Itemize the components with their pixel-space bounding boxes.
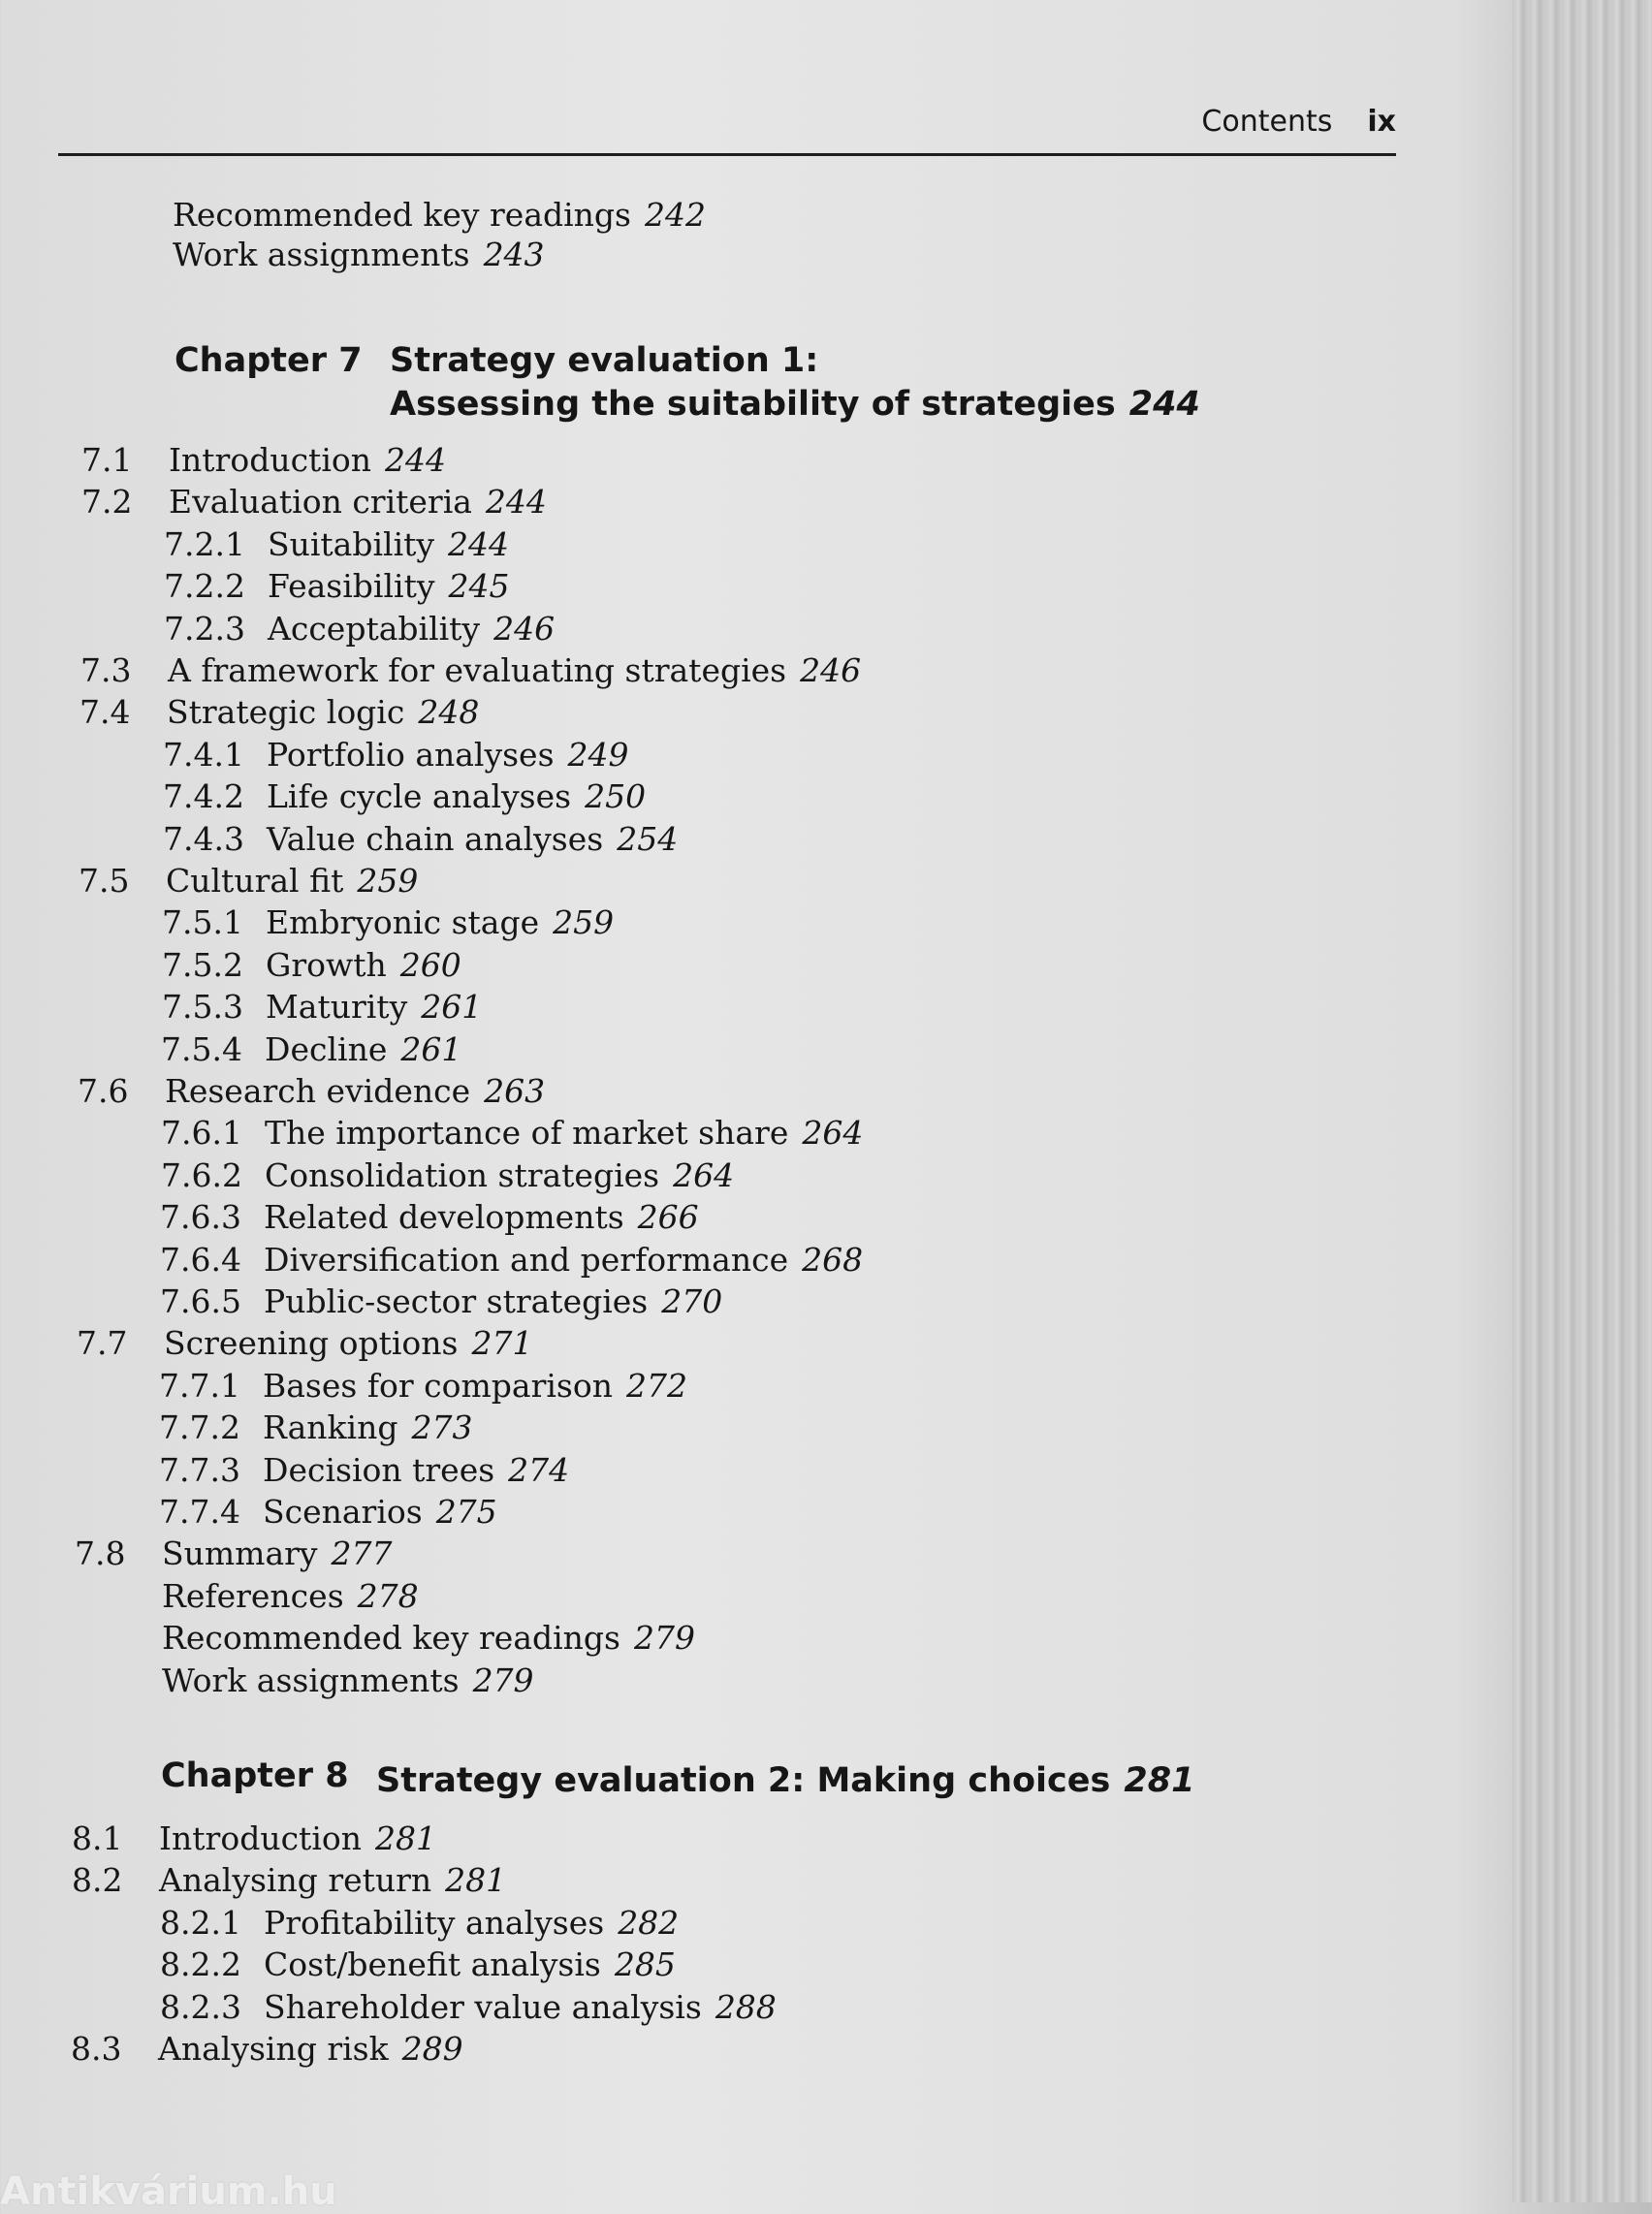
toc-entry-number: 7.6.2 — [161, 1155, 242, 1194]
toc-entry-title: Bases for comparison — [263, 1366, 613, 1405]
toc-entry-page: 270 — [661, 1282, 723, 1320]
toc-entry — [0, 1030, 1454, 1069]
toc-entry — [0, 820, 1454, 859]
toc-entry-text — [165, 1072, 545, 1111]
toc-entry-page: 271 — [471, 1324, 533, 1363]
toc-entry-title: Strategic logic — [167, 693, 405, 732]
toc-entry-text — [263, 1493, 497, 1532]
toc-entry-title: Recommended key readings — [162, 1619, 620, 1658]
toc-entry — [0, 693, 1454, 732]
toc-entry-page: 254 — [617, 819, 679, 858]
toc-entry-title: Life cycle analyses — [267, 777, 572, 816]
toc-entry-number: 7.7.1 — [159, 1366, 240, 1405]
toc-entry-text — [266, 946, 461, 985]
toc-entry-page: 250 — [585, 777, 647, 816]
toc-entry — [0, 1493, 1454, 1532]
toc-entry-page: 264 — [802, 1114, 864, 1153]
toc-entry-page: 281 — [375, 1819, 436, 1857]
toc-entry — [0, 736, 1454, 775]
toc-entry-number: 7.6.1 — [161, 1114, 242, 1153]
toc-entry-page: 245 — [448, 567, 510, 606]
toc-entry-number: 7.6 — [78, 1072, 129, 1110]
toc-entry-number: 7.2.2 — [164, 567, 245, 606]
toc-entry-number: 7.2.1 — [164, 524, 245, 563]
chapter-8-page: 281 — [1124, 1761, 1195, 1800]
toc-entry — [0, 1534, 1454, 1573]
toc-entry-text — [264, 1282, 722, 1321]
toc-entry — [0, 483, 1454, 522]
toc-entry-number: 7.7.3 — [159, 1450, 240, 1489]
toc-entry-page: 244 — [448, 524, 510, 563]
toc-entry — [0, 1072, 1454, 1111]
toc-entry-page: 266 — [637, 1198, 699, 1237]
toc-entry-title: Scenarios — [263, 1493, 423, 1531]
toc-entry-title: Introduction — [159, 1819, 362, 1857]
toc-entry — [0, 1451, 1454, 1490]
toc-entry-number: 8.2 — [72, 1861, 123, 1900]
toc-entry — [0, 777, 1454, 816]
toc-entry-title: Cost/benefit analysis — [264, 1945, 601, 1984]
toc-entry — [0, 1114, 1454, 1153]
toc-entry-number: 7.7 — [77, 1324, 128, 1363]
toc-entry — [0, 651, 1454, 690]
toc-entry-text — [169, 483, 547, 522]
toc-entry-title: Screening options — [164, 1324, 459, 1363]
toc-entry-page: 263 — [484, 1072, 546, 1110]
toc-entry-page: 264 — [673, 1155, 735, 1194]
chapter-8-title-line1 — [376, 1759, 1194, 1802]
toc-entry — [0, 1282, 1454, 1321]
toc-entry-page: 281 — [445, 1861, 507, 1900]
toc-entry-text — [268, 525, 509, 564]
toc-entry-number: 7.4.3 — [163, 819, 244, 858]
toc-entry — [0, 1988, 1454, 2027]
toc-entry-title: Analysing risk — [158, 2030, 389, 2068]
toc-entry — [173, 236, 545, 274]
toc-entry-title: The importance of market share — [265, 1114, 789, 1153]
toc-entry-text — [265, 1114, 863, 1153]
toc-entry-title: Diversification and performance — [264, 1240, 789, 1279]
toc-entry-title: Maturity — [266, 988, 408, 1027]
toc-entry-text — [162, 1619, 695, 1658]
toc-entry-title: Ranking — [263, 1408, 398, 1447]
toc-entry-page: 277 — [331, 1534, 393, 1573]
toc-entry-page: 279 — [472, 1660, 534, 1699]
toc-entry-text — [264, 1198, 699, 1237]
toc-entry-title: Summary — [162, 1534, 318, 1573]
toc-entry-number: 7.7.2 — [159, 1408, 240, 1447]
toc-entry — [0, 1367, 1454, 1406]
toc-entry-text — [162, 1577, 419, 1616]
toc-entry — [0, 610, 1454, 648]
toc-entry-text — [266, 988, 482, 1027]
toc-entry-number: 8.1 — [72, 1819, 123, 1857]
toc-entry-text — [167, 693, 479, 732]
toc-entry-text — [268, 567, 509, 606]
toc-entry — [0, 525, 1454, 564]
toc-entry-number: 7.2.3 — [164, 609, 245, 648]
toc-entry-page: 273 — [411, 1408, 473, 1447]
toc-entry-title: Profitability analyses — [264, 1903, 605, 1942]
toc-entry-title: Work assignments — [162, 1660, 460, 1699]
toc-entry-number: 7.5.1 — [162, 903, 243, 942]
toc-entry-title: Related developments — [264, 1198, 624, 1237]
toc-entry-page: 246 — [493, 609, 556, 648]
toc-entry-number: 7.5.4 — [161, 1029, 242, 1068]
toc-entry-number: 7.3 — [80, 651, 132, 689]
toc-entry-title: Consolidation strategies — [265, 1155, 660, 1194]
toc-entry-number: 8.2.3 — [160, 1987, 241, 2026]
toc-entry-text — [265, 1030, 461, 1069]
toc-entry — [0, 567, 1454, 606]
toc-entry-number: 7.1 — [81, 441, 133, 479]
toc-entry-page: 244 — [385, 441, 446, 479]
toc-entry-text — [266, 903, 614, 942]
toc-entry — [0, 1324, 1454, 1363]
toc-entry — [0, 1408, 1454, 1447]
toc-entry — [0, 946, 1454, 985]
toc-entry-page: 261 — [421, 988, 483, 1027]
toc-entry — [0, 1661, 1454, 1700]
toc-entry-title: Analysing return — [159, 1861, 432, 1900]
toc-entry-text — [166, 862, 418, 901]
toc-entry-text — [265, 1156, 734, 1195]
toc-entry-page: 289 — [401, 2030, 463, 2068]
chapter-8-label: Chapter 8 — [161, 1756, 349, 1795]
toc-entry-text — [158, 2030, 463, 2069]
toc-entry-page: 278 — [357, 1576, 419, 1615]
toc-entry-text — [268, 610, 555, 648]
toc-entry — [0, 988, 1454, 1027]
toc-entry-text — [264, 1904, 679, 1943]
toc-entry-number: 7.6.4 — [160, 1240, 241, 1279]
toc-entry-number: 7.2 — [81, 483, 133, 522]
toc-entry-title: Research evidence — [165, 1072, 471, 1110]
toc-entry-number: 8.3 — [71, 2030, 122, 2068]
toc-entry-number: 7.4.2 — [163, 777, 244, 816]
toc-entry-text — [264, 1241, 863, 1280]
toc-entry-title: Feasibility — [268, 567, 435, 606]
toc-entry — [0, 862, 1454, 901]
toc-entry-text — [263, 1367, 687, 1406]
toc-entry-page: 259 — [357, 862, 419, 900]
toc-entry-page: 249 — [567, 735, 629, 774]
toc-entry-text — [159, 1861, 506, 1900]
toc-entry-number: 7.5 — [79, 862, 130, 900]
toc-entry-title: Portfolio analyses — [267, 735, 555, 774]
toc-entry-title: Public-sector strategies — [264, 1282, 649, 1320]
chapter-8-title-text: Strategy evaluation 2: Making choices — [376, 1761, 1111, 1800]
toc-entry-text — [264, 1945, 676, 1984]
toc-entry-text — [267, 736, 629, 775]
toc-entry-text — [164, 1324, 532, 1363]
toc-entry-text — [267, 820, 678, 859]
toc-entry — [0, 1577, 1454, 1616]
toc-entry-title: Decision trees — [263, 1450, 495, 1489]
toc-entry — [0, 2030, 1454, 2069]
toc-entry-text — [168, 651, 861, 690]
toc-entry-page: 259 — [553, 903, 615, 942]
toc-entry-title: Recommended key readings — [173, 196, 631, 234]
toc-entry-text — [162, 1534, 393, 1573]
toc-entry-title: Introduction — [169, 441, 371, 479]
watermark: Antikvárium.hu — [0, 2169, 337, 2214]
toc-entry-title: Acceptability — [268, 609, 481, 648]
toc-entry-number: 7.4 — [79, 693, 131, 732]
toc-entry-page: 274 — [508, 1450, 570, 1489]
toc-entry-page: 275 — [435, 1493, 497, 1531]
toc-entry — [0, 1198, 1454, 1237]
toc-entry — [0, 1241, 1454, 1280]
toc-entry-page: 279 — [634, 1619, 695, 1658]
running-header-page: ix — [1367, 105, 1396, 139]
toc-entry-title: Shareholder value analysis — [264, 1987, 702, 2026]
toc-entry-text — [263, 1451, 569, 1490]
toc-entry — [0, 1904, 1454, 1943]
toc-entry — [0, 903, 1454, 942]
toc-entry-number: 7.8 — [75, 1534, 126, 1573]
toc-entry-page: 260 — [399, 945, 461, 984]
toc-entry-number: 8.2.1 — [160, 1903, 241, 1942]
toc-entry-page: 243 — [483, 236, 545, 273]
toc-entry-title: Decline — [265, 1029, 388, 1068]
toc-entry-page: 268 — [802, 1240, 864, 1279]
chapter-7-title-text: Assessing the suitability of strategies — [390, 385, 1116, 424]
toc-entry-title: References — [162, 1576, 344, 1615]
toc-entry-title: Suitability — [268, 524, 435, 563]
running-header — [58, 105, 1396, 156]
toc-entry-number: 7.4.1 — [163, 735, 244, 774]
toc-entry-text — [263, 1408, 472, 1447]
chapter-7-page: 244 — [1128, 385, 1200, 424]
toc-entry — [0, 1945, 1454, 1984]
toc-entry-page: 248 — [418, 693, 480, 732]
toc-entry-text — [267, 777, 646, 816]
toc-entry-page: 242 — [645, 196, 706, 234]
toc-entry — [0, 1819, 1454, 1858]
toc-entry-text — [159, 1819, 436, 1858]
toc-entry-title: Cultural fit — [166, 862, 344, 900]
toc-entry — [0, 1156, 1454, 1195]
toc-entry-page: 246 — [800, 651, 862, 689]
toc-entry-number: 7.6.3 — [160, 1198, 241, 1237]
chapter-7-title-line1: Strategy evaluation 1: — [390, 341, 819, 380]
toc-entry-title: Value chain analyses — [267, 819, 604, 858]
toc-entry-title: Growth — [266, 945, 387, 984]
toc-entry-number: 8.2.2 — [160, 1945, 241, 1984]
toc-entry-page: 261 — [400, 1029, 462, 1068]
toc-entry-text — [264, 1988, 777, 2027]
toc-entry-title: Embryonic stage — [266, 903, 540, 942]
toc-entry-page: 282 — [618, 1903, 680, 1942]
toc-entry — [0, 441, 1454, 480]
toc-entry-number: 7.5.2 — [162, 945, 243, 984]
chapter-7-label: Chapter 7 — [175, 341, 363, 380]
running-header-text — [1201, 105, 1396, 139]
toc-entry-title: Evaluation criteria — [169, 483, 472, 522]
page-edge-shadow — [1512, 0, 1652, 2202]
toc-entry-title: A framework for evaluating strategies — [168, 651, 787, 689]
running-header-label: Contents — [1201, 105, 1333, 139]
toc-entry-text — [169, 441, 446, 480]
toc-entry — [0, 1861, 1454, 1900]
toc-entry-text — [162, 1661, 534, 1700]
toc-entry-page: 288 — [715, 1987, 777, 2026]
toc-entry-number: 7.6.5 — [160, 1282, 241, 1320]
toc-entry-number: 7.7.4 — [159, 1493, 240, 1531]
toc-entry-page: 244 — [485, 483, 547, 522]
toc-entry-number: 7.5.3 — [162, 988, 243, 1027]
toc-entry-page: 272 — [626, 1366, 687, 1405]
toc-entry-page: 285 — [614, 1945, 676, 1984]
toc-entry — [173, 196, 706, 235]
chapter-7-title-line2 — [390, 383, 1200, 426]
toc-entry-title: Work assignments — [173, 236, 470, 273]
toc-entry — [0, 1619, 1454, 1658]
